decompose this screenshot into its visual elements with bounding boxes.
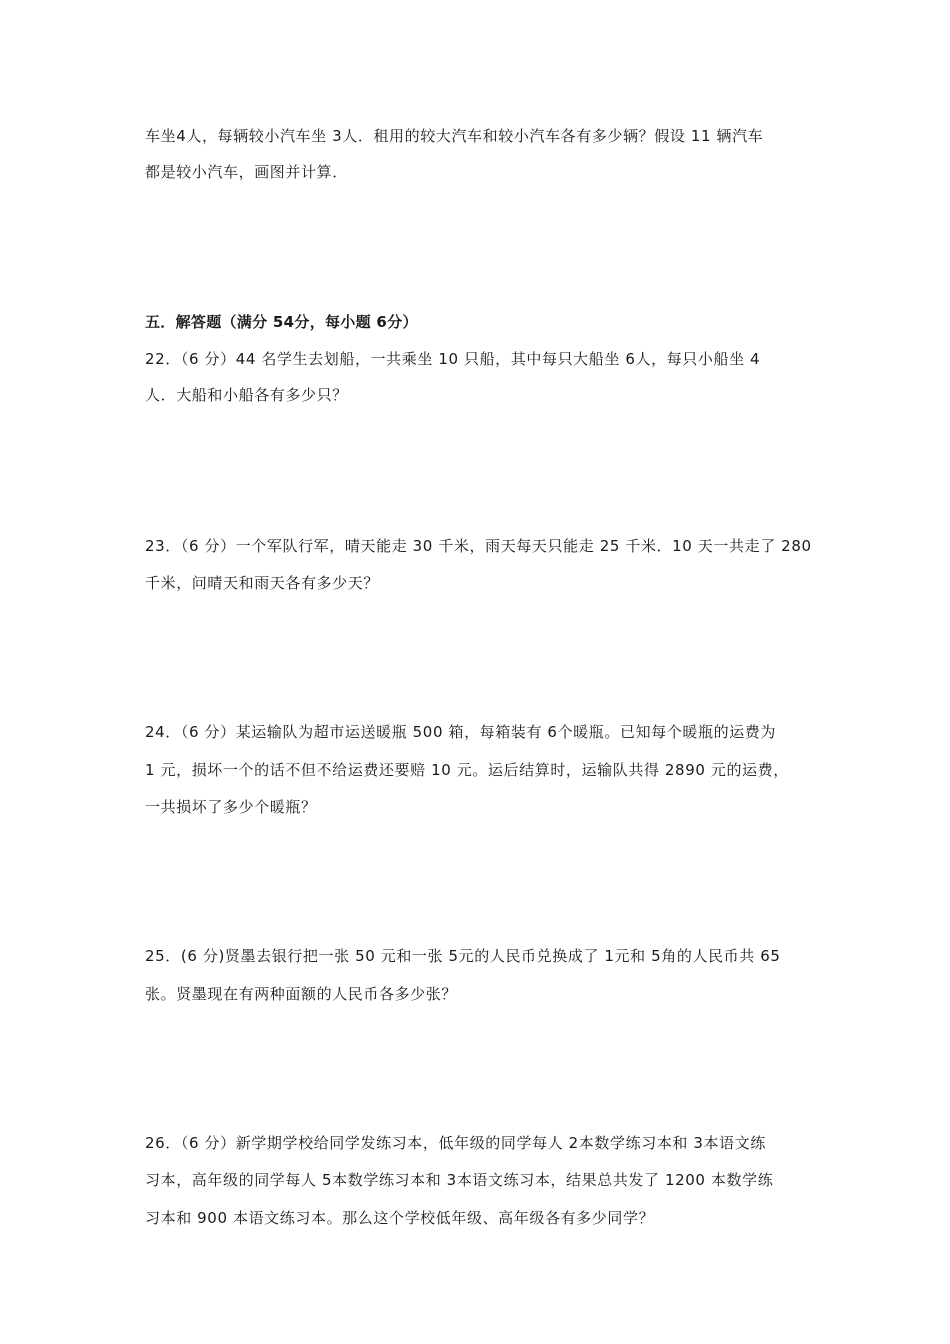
- question-22-line-1: 22．（6 分）44 名学生去划船，一共乘坐 10 只船，其中每只大船坐 6人，每只小船坐 4: [145, 350, 761, 368]
- question-26-line-3: 习本和 900 本语文练习本。那么这个学校低年级、高年级各有多少同学？: [145, 1209, 655, 1227]
- question-25-line-1: 25．(6 分)贤墨去银行把一张 50 元和一张 5元的人民币兑换成了 1元和 5角的人民币共 65: [145, 947, 781, 965]
- question-22-line-2: 人．大船和小船各有多少只？: [145, 386, 348, 404]
- question-23-line-1: 23．（6 分）一个军队行军，晴天能走 30 千米，雨天每天只能走 25 千米．10 天一共走了 280: [145, 537, 812, 555]
- prev-question-line-2: 都是较小汽车，画图并计算．: [145, 163, 348, 181]
- question-25-line-2: 张。贤墨现在有两种面额的人民币各多少张？: [145, 985, 458, 1003]
- question-26-line-1: 26．（6 分）新学期学校给同学发练习本，低年级的同学每人 2本数学练习本和 3本语文练: [145, 1134, 766, 1152]
- question-23-line-2: 千米，问晴天和雨天各有多少天？: [145, 574, 380, 592]
- question-26-line-2: 习本，高年级的同学每人 5本数学练习本和 3本语文练习本，结果总共发了 1200 本数学练: [145, 1171, 774, 1189]
- question-24-line-3: 一共损坏了多少个暖瓶？: [145, 798, 317, 816]
- question-24-line-2: 1 元，损坏一个的话不但不给运费还要赔 10 元。运后结算时，运输队共得 2890 元的运费，: [145, 761, 789, 779]
- question-24-line-1: 24．（6 分）某运输队为超市运送暖瓶 500 箱，每箱装有 6个暖瓶。已知每个暖瓶的运费为: [145, 723, 776, 741]
- section-heading: 五．解答题（满分 54分，每小题 6分）: [145, 313, 418, 331]
- prev-question-line-1: 车坐4人，每辆较小汽车坐 3人．租用的较大汽车和较小汽车各有多少辆？假设 11 辆汽车: [145, 127, 764, 145]
